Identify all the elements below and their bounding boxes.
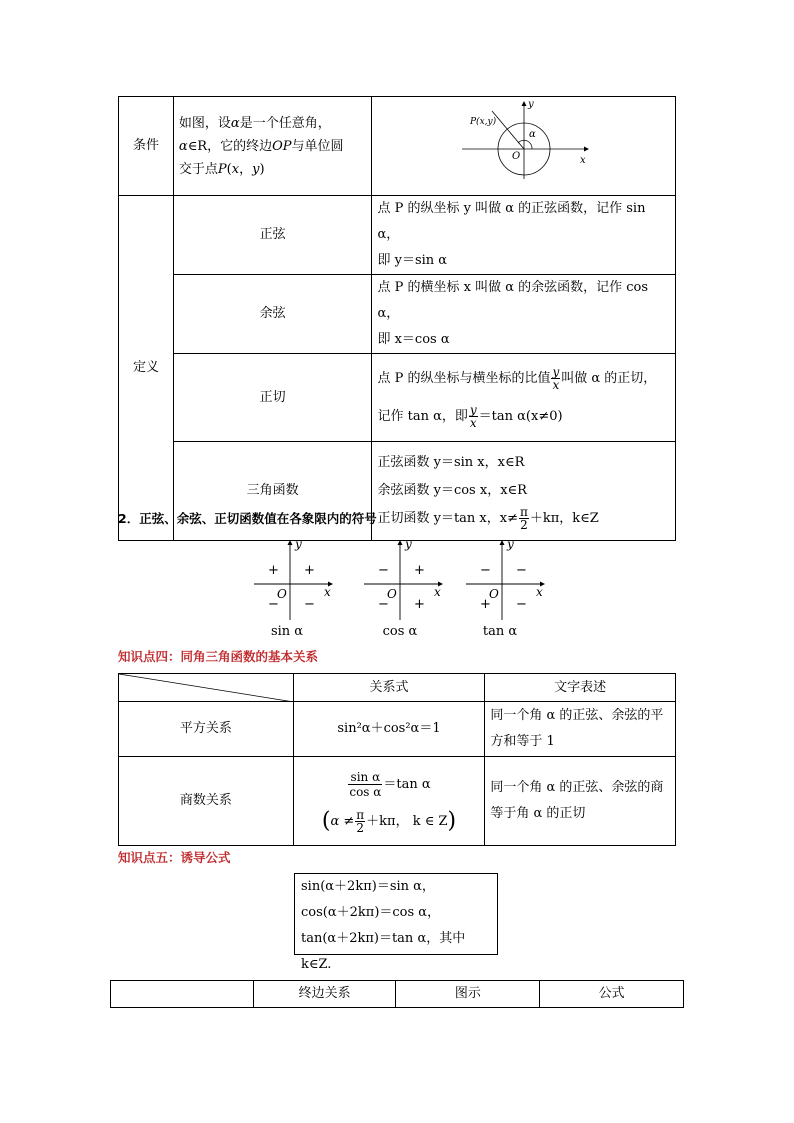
sin-q1-sign: + (304, 563, 315, 578)
sin-origin-label: O (277, 587, 287, 601)
tan-q3-sign: + (480, 597, 491, 612)
tan-q4-sign: − (516, 597, 527, 612)
sine-definition: 点 P 的纵坐标 y 叫做 α 的正弦函数，记作 sin α， 即 y＝sin α (372, 196, 676, 275)
definition-label: 定义 (119, 196, 174, 541)
y-over-x-fraction: $\frac{y}{x}$ (552, 364, 560, 392)
tangent-definition: 点 P 的纵坐标与横坐标的比值 $\frac{y}{x}$ 叫做 α 的正切， 记作 tan α，即 $\frac{y}{x}$ ＝tan α(x≠0) (372, 354, 676, 442)
sign-chart-sin (250, 538, 334, 642)
induction-formula-box (294, 873, 498, 972)
tan-q2-sign: − (480, 563, 491, 578)
diagonal-line (119, 674, 294, 702)
origin-label: O (511, 151, 520, 162)
cos-origin-label: O (387, 587, 397, 601)
tangent-label: 正切 (173, 354, 372, 442)
induction-table (110, 980, 684, 1008)
tan-y-arrow (500, 540, 505, 545)
induction-cos: cos(α＋2kπ)＝cos α， (301, 905, 441, 920)
sin-y-label: y (295, 538, 302, 551)
relation-header-row (119, 674, 676, 702)
tan-q1-sign: − (516, 563, 527, 578)
unit-circle-cell (372, 97, 676, 196)
terminal-side-op (492, 111, 524, 149)
condition-row (119, 97, 676, 196)
tan-x-label: x (536, 585, 543, 599)
sign-chart-tan (462, 538, 546, 642)
tangent-row (119, 354, 676, 442)
unit-circle-figure (454, 97, 594, 185)
trig-function-label: 三角函数 (173, 442, 372, 541)
quotient-relation-label: 商数关系 (119, 757, 294, 846)
sine-row (119, 196, 676, 275)
header-formula: 关系式 (293, 674, 485, 702)
induction-header-row (111, 981, 684, 1008)
quotient-equation: $\frac{\text{sin α}}{\text{cos α}}$ ＝tan α (349, 770, 431, 799)
sin-y-arrow (288, 540, 293, 545)
induction-header-empty (111, 981, 254, 1008)
sin-q3-sign: − (268, 597, 279, 612)
sin-q2-sign: + (268, 563, 279, 578)
trig-function-list: 正弦函数 y＝sin x，x∈R 余弦函数 y＝cos x，x∈R 正切函数 y＝tan x，x≠ $\frac{\pi}{2}$ ＋kπ，k∈Z (372, 442, 676, 541)
y-axis-arrow (521, 101, 526, 106)
alpha-label: α (528, 129, 536, 140)
induction-header-formula: 公式 (540, 981, 684, 1008)
quotient-relation-text: 同一个角 α 的正弦、余弦的商 等于角 α 的正切 (485, 757, 676, 846)
induction-tan: tan(α＋2kπ)＝tan α，其中 k∈Z. (301, 931, 466, 972)
cos-q2-sign: − (378, 563, 389, 578)
cos-caption: cos α (382, 624, 418, 639)
cosine-definition: 点 P 的横坐标 x 叫做 α 的余弦函数，记作 cos α， 即 x＝cos α (372, 275, 676, 354)
pi-over-2-fraction: $\frac{\pi}{2}$ (519, 505, 528, 532)
trig-definition-table (118, 96, 676, 541)
square-relation-row (119, 702, 676, 757)
condition-text: 如图，设α是一个任意角， α∈R，它的终边OP与单位圆 交于点P(x，y) (173, 97, 372, 196)
condition-label: 条件 (119, 97, 174, 196)
cond-pi-over-2: $\frac{\pi}{2}$ (356, 808, 365, 835)
cos-y-label: y (405, 538, 412, 551)
tan-caption: tan α (482, 624, 518, 639)
sin-caption: sin α (270, 624, 304, 639)
quotient-condition: (α ≠ $\frac{\pi}{2}$ ＋kπ， k ∈ Z) (321, 808, 457, 835)
induction-header-terminal: 终边关系 (253, 981, 396, 1008)
sin-x-label: x (324, 585, 331, 599)
kp4-title: 知识点四：同角三角函数的基本关系 (118, 649, 319, 664)
sign-chart-sin-axes (250, 538, 334, 622)
section-2-title: 2．正弦、余弦、正切函数值在各象限内的符号 (118, 511, 377, 526)
sin-over-cos-fraction: $\frac{\text{sin α}}{\text{cos α}}$ (349, 770, 382, 799)
sign-chart-cos (360, 538, 444, 642)
sign-chart-cos-axes (360, 538, 444, 622)
x-label: x (579, 155, 586, 166)
quotient-relation-formula (293, 757, 485, 846)
cos-q1-sign: + (414, 563, 425, 578)
sin-q4-sign: − (304, 597, 315, 612)
cosine-label: 余弦 (173, 275, 372, 354)
induction-header-figure: 图示 (396, 981, 540, 1008)
diagonal-header-cell (119, 674, 294, 702)
point-p-label: P(x,y) (469, 117, 496, 127)
square-relation-formula: sin²α＋cos²α＝1 (293, 702, 485, 757)
tan-origin-label: O (489, 587, 499, 601)
cos-q4-sign: + (414, 597, 425, 612)
y-over-x-fraction-2: $\frac{y}{x}$ (469, 402, 477, 430)
cosine-row (119, 275, 676, 354)
induction-sin: sin(α＋2kπ)＝sin α， (301, 879, 435, 894)
cos-x-label: x (434, 585, 441, 599)
tan-y-label: y (507, 538, 514, 551)
kp5-title: 知识点五：诱导公式 (118, 850, 231, 865)
cos-q3-sign: − (378, 597, 389, 612)
sine-label: 正弦 (173, 196, 372, 275)
quotient-relation-row (119, 757, 676, 846)
x-axis-arrow (584, 147, 589, 152)
square-relation-text: 同一个角 α 的正弦、余弦的平 方和等于 1 (485, 702, 676, 757)
header-description: 文字表述 (485, 674, 676, 702)
square-relation-label: 平方关系 (119, 702, 294, 757)
relation-table (118, 673, 676, 846)
y-label: y (527, 99, 534, 110)
sign-chart-tan-axes (462, 538, 546, 622)
cos-y-arrow (398, 540, 403, 545)
